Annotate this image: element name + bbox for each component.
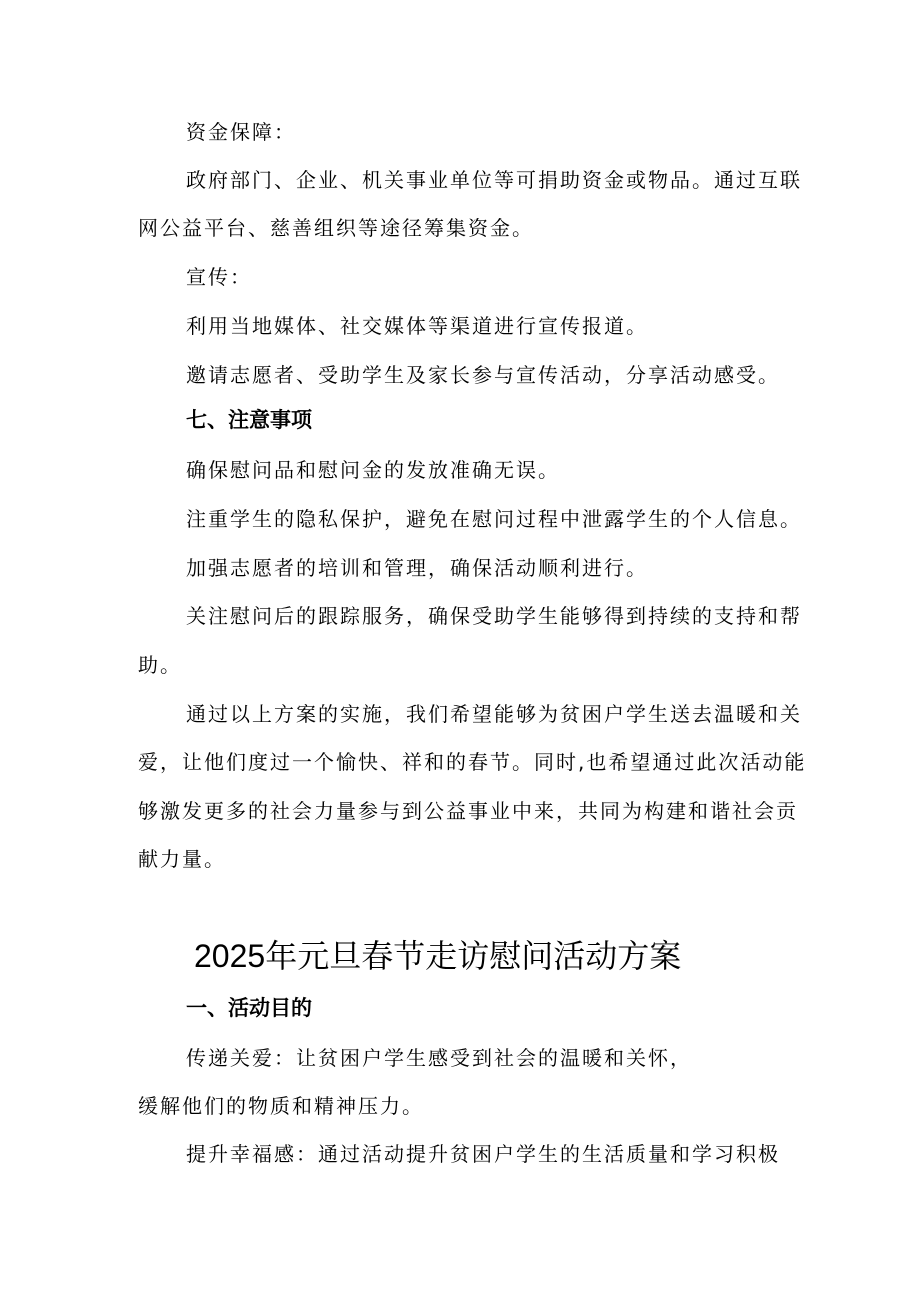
funding-label: 资金保障： bbox=[186, 120, 296, 144]
purpose-para-1-line-2: 缓解他们的物质和精神压力。 bbox=[138, 1094, 424, 1118]
notes-item-4-line-2: 助。 bbox=[138, 653, 182, 677]
publicity-label: 宣传： bbox=[186, 265, 252, 289]
notes-item-1: 确保慰问品和慰问金的发放准确无误。 bbox=[186, 458, 560, 482]
conclusion-line-3: 够激发更多的社会力量参与到公益事业中来，共同为构建和谐社会贡 bbox=[138, 799, 798, 823]
funding-text-line-2: 网公益平台、慈善组织等途径筹集资金。 bbox=[138, 216, 534, 240]
section-heading-notes: 七、注意事项 bbox=[186, 409, 312, 432]
section-heading-purpose: 一、活动目的 bbox=[186, 997, 312, 1020]
notes-item-2: 注重学生的隐私保护，避免在慰问过程中泄露学生的个人信息。 bbox=[186, 507, 802, 531]
purpose-para-2-line-1: 提升幸福感：通过活动提升贫困户学生的生活质量和学习积极 bbox=[186, 1142, 780, 1166]
funding-text-line-1: 政府部门、企业、机关事业单位等可捐助资金或物品。通过互联 bbox=[186, 168, 802, 192]
notes-item-3: 加强志愿者的培训和管理，确保活动顺利进行。 bbox=[186, 556, 648, 580]
conclusion-line-1: 通过以上方案的实施，我们希望能够为贫困户学生送去温暖和关 bbox=[186, 702, 802, 726]
notes-item-4-line-1: 关注慰问后的跟踪服务，确保受助学生能够得到持续的支持和帮 bbox=[186, 604, 802, 628]
conclusion-line-2: 爱，让他们度过一个愉快、祥和的春节。同时,也希望通过此次活动能 bbox=[138, 750, 807, 774]
publicity-text-line-1: 利用当地媒体、社交媒体等渠道进行宣传报道。 bbox=[186, 314, 648, 338]
document-title: 2025年元旦春节走访慰问活动方案 bbox=[194, 938, 682, 974]
purpose-para-1-line-1: 传递关爱：让贫困户学生感受到社会的温暖和关怀， bbox=[186, 1046, 692, 1070]
conclusion-line-4: 献力量。 bbox=[138, 847, 226, 871]
publicity-text-line-2: 邀请志愿者、受助学生及家长参与宣传活动，分享活动感受。 bbox=[186, 363, 780, 387]
